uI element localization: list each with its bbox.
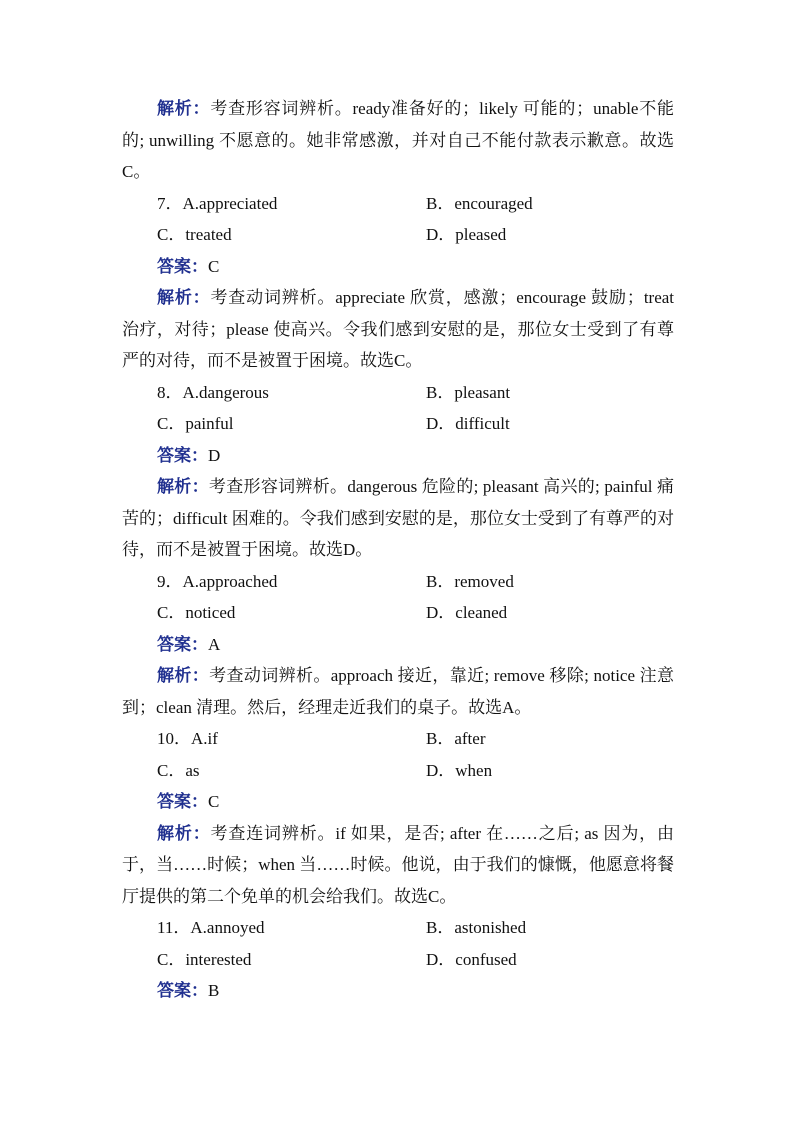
option-row xyxy=(122,755,674,787)
answer-value: D xyxy=(208,445,221,465)
analysis-label: 解析： xyxy=(157,666,210,685)
option-row xyxy=(122,377,674,409)
option-row xyxy=(122,188,674,220)
analysis-label: 解析： xyxy=(157,477,209,496)
option-d: D．cleaned xyxy=(426,603,508,622)
answer-line xyxy=(122,629,674,661)
answer-line xyxy=(122,786,674,818)
analysis-text: 考查形容词辨析。ready准备好的；likely 可能的；unable不能的; unwilling 不愿意的。她非常感激，并对自己不能付款表示歉意。故选C。 xyxy=(122,99,675,181)
answer-value: C xyxy=(208,792,220,811)
answer-label: 答案： xyxy=(157,445,208,465)
analysis-paragraph xyxy=(122,93,674,188)
analysis-label: 解析： xyxy=(157,99,211,118)
question-number: 7． xyxy=(157,193,183,213)
option-row xyxy=(122,723,674,755)
option-row xyxy=(122,912,674,944)
option-a: 10．A.if xyxy=(157,729,218,748)
answer-label: 答案： xyxy=(157,981,208,1000)
answer-line xyxy=(122,251,674,283)
answer-line xyxy=(122,975,674,1007)
option-b: B．encouraged xyxy=(426,193,533,213)
question-number: 8． xyxy=(157,382,183,402)
option-b: B．pleasant xyxy=(426,382,511,402)
option-row xyxy=(122,566,674,598)
analysis-text: 考查动词辨析。appreciate 欣赏，感激；encourage 鼓励；treat 治疗，对待；please 使高兴。令我们感到安慰的是，那位女士受到了有尊严的对待，而不是被置于困境。故选C。 xyxy=(122,288,675,370)
option-c: C．treated xyxy=(157,225,232,244)
answer-value: A xyxy=(208,634,221,654)
analysis-label: 解析： xyxy=(157,288,211,307)
option-d: D．difficult xyxy=(426,414,510,433)
analysis-paragraph xyxy=(122,660,674,723)
option-c: C．as xyxy=(157,760,200,780)
option-a: 7．A.appreciated xyxy=(157,193,278,213)
option-a: 8．A.dangerous xyxy=(157,382,269,402)
question-number: 10． xyxy=(157,729,191,748)
document-content xyxy=(122,93,674,1007)
analysis-paragraph xyxy=(122,818,674,913)
analysis-paragraph xyxy=(122,282,674,377)
option-d: D．confused xyxy=(426,949,517,969)
option-c: C．interested xyxy=(157,949,252,969)
option-b: B．after xyxy=(426,729,486,748)
answer-value: C xyxy=(208,256,220,276)
option-row xyxy=(122,597,674,629)
option-b: B．removed xyxy=(426,571,514,591)
option-row xyxy=(122,219,674,251)
analysis-text: 考查连词辨析。if 如果，是否; after 在……之后; as 因为，由于，当……时候；when 当……时候。他说，由于我们的慷慨，他愿意将餐厅提供的第二个免单的机会给我们。故选C。 xyxy=(122,823,675,906)
option-a: 11．A.annoyed xyxy=(157,918,265,937)
analysis-paragraph xyxy=(122,471,674,566)
option-c: C．painful xyxy=(157,414,234,433)
answer-line xyxy=(122,440,674,472)
option-b: B．astonished xyxy=(426,918,527,937)
option-row xyxy=(122,408,674,440)
answer-value: B xyxy=(208,981,220,1000)
analysis-text: 考查动词辨析。approach 接近，靠近; remove 移除; notice 注意到；clean 清理。然后，经理走近我们的桌子。故选A。 xyxy=(122,666,675,717)
question-number: 9． xyxy=(157,571,183,591)
analysis-text: 考查形容词辨析。dangerous 危险的; pleasant 高兴的; painful 痛苦的；difficult 困难的。令我们感到安慰的是，那位女士受到了有尊严的对待，而不是被置于困境。故选D。 xyxy=(122,477,675,559)
answer-label: 答案： xyxy=(157,792,208,811)
option-d: D．pleased xyxy=(426,225,507,244)
option-a: 9．A.approached xyxy=(157,571,278,591)
option-c: C．noticed xyxy=(157,603,236,622)
question-number: 11． xyxy=(157,918,191,937)
answer-label: 答案： xyxy=(157,256,208,276)
option-row xyxy=(122,944,674,976)
option-d: D．when xyxy=(426,760,493,780)
answer-label: 答案： xyxy=(157,634,208,654)
analysis-label: 解析： xyxy=(157,823,211,843)
